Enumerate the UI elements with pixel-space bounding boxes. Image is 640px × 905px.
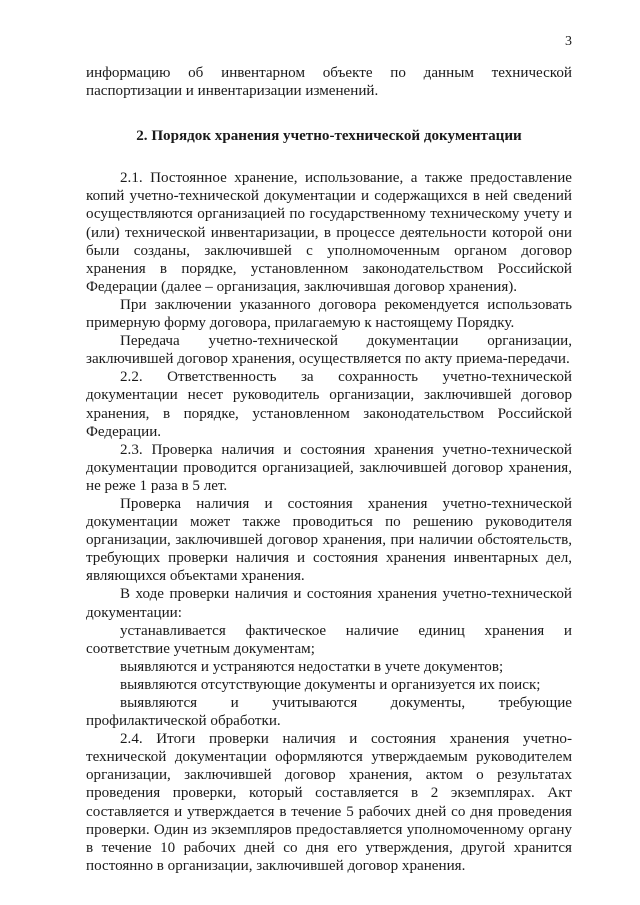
paragraph-2-3: 2.3. Проверка наличия и состояния хранения учетно-технической документации проводится организацией, заключившей договор хранения, не реже 1 раза в 5 лет.	[86, 441, 572, 494]
paragraph-2-1: 2.1. Постоянное хранение, использование, а также предоставление копий учетно-технической документации и содержащихся в ней сведений осуществляются организацией по государственному техническому учету и (или) технической инвентаризации, в процессе деятельности которой они были созданы, заключившей с уполномоченным органом договор хранения в порядке, установленном законодательством Российской Федерации (далее – организация, заключившая договор хранения).	[86, 170, 572, 295]
paragraph-inspection-intro: В ходе проверки наличия и состояния хранения учетно-технической документации:	[86, 586, 572, 621]
section-title: 2. Порядок хранения учетно-технической документации	[136, 128, 522, 145]
page-number: 3	[565, 34, 572, 49]
paragraph-2-4: 2.4. Итоги проверки наличия и состояния хранения учетно-технической документации оформляются утверждаемым руководителем организации, заключившей договор хранения, актом о результатах проведения проверки, который составляется в 2 экземплярах. Акт составляется и утверждается в течение 5 рабочих дней со дня проведения проверки. Один из экземпляров предоставляется уполномоченному органу в течение 10 рабочих дней со дня его утверждения, другой хранится постоянно в организации, заключившей договор хранения.	[86, 731, 572, 874]
paragraph-transfer: Передача учетно-технической документации организации, заключившей договор хранения, осуществляется по акту приема-передачи.	[86, 333, 572, 368]
list-item-preventive: выявляются и учитываются документы, требующие профилактической обработки.	[86, 695, 572, 730]
paragraph-contract-form: При заключении указанного договора рекомендуется использовать примерную форму договора, прилагаемую к настоящему Порядку.	[86, 296, 572, 332]
document-body	[86, 64, 572, 875]
list-item-missing: выявляются отсутствующие документы и организуется их поиск;	[120, 676, 541, 693]
list-item-shortcomings: выявляются и устраняются недостатки в учете документов;	[120, 658, 504, 675]
paragraph-2-2: 2.2. Ответственность за сохранность учетно-технической документации несет руководитель организации, заключившей договор хранения, в порядке, установленном законодательством Российской Федерации.	[86, 369, 572, 440]
list-item-presence: устанавливается фактическое наличие единиц хранения и соответствие учетным документам;	[86, 622, 572, 657]
intro-paragraph: информацию об инвентарном объекте по данным технической паспортизации и инвентаризации изменений.	[86, 65, 572, 100]
paragraph-inspection-decision: Проверка наличия и состояния хранения учетно-технической документации может также проводиться по решению руководителя организации, заключившей договор хранения, при наличии обстоятельств, требующих проверки наличия и состояния хранения инвентарных дел, являющихся объектами хранения.	[86, 495, 572, 585]
